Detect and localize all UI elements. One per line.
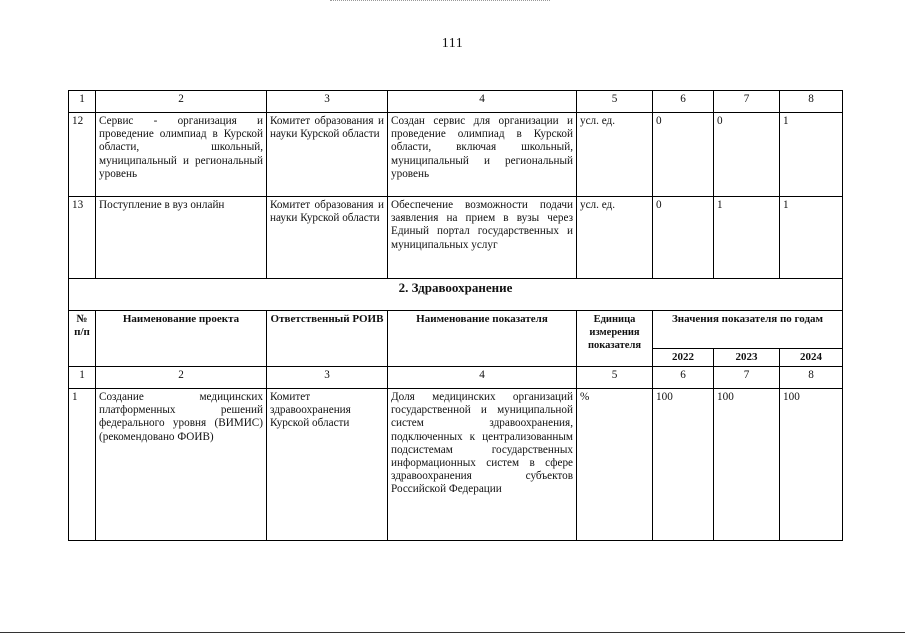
header-unit: Единица измерения показателя — [577, 311, 653, 367]
value-2022: 100 — [653, 389, 714, 541]
indicator-name: Создан сервис для организации и проведение олимпиад в Курской области, включая школьный, муниципальный и региональный уровень — [388, 113, 577, 197]
value-2024: 1 — [780, 197, 843, 279]
page-number: 111 — [441, 36, 464, 51]
col-num: 7 — [714, 91, 780, 113]
row-number: 1 — [69, 389, 96, 541]
col-num: 1 — [69, 91, 96, 113]
header-year-2022: 2022 — [653, 349, 714, 367]
row-number: 13 — [69, 197, 96, 279]
project-name: Создание медицинских платформенных решений федерального уровня (ВИМИС) (рекомендовано ФОИВ) — [96, 389, 267, 541]
value-2023: 100 — [714, 389, 780, 541]
col-num: 1 — [69, 367, 96, 389]
value-2024: 1 — [780, 113, 843, 197]
col-num: 2 — [96, 367, 267, 389]
value-2024: 100 — [780, 389, 843, 541]
project-name: Сервис - организация и проведение олимпиад в Курской области, школьный, муниципальный и региональный уровень — [96, 113, 267, 197]
col-num: 4 — [388, 91, 577, 113]
responsible-roiv: Комитет образования и науки Курской области — [267, 113, 388, 197]
unit: усл. ед. — [577, 197, 653, 279]
header-year-2024: 2024 — [780, 349, 843, 367]
col-num: 6 — [653, 367, 714, 389]
col-num: 5 — [577, 367, 653, 389]
col-num: 8 — [780, 367, 843, 389]
project-name: Поступление в вуз онлайн — [96, 197, 267, 279]
row-number: 12 — [69, 113, 96, 197]
indicator-name: Доля медицинских организаций государственной и муниципальной систем здравоохранения, подключенных к централизованным подсистемам государственных информационных систем в сфере здравоохранения субъектов Российской Федерации — [388, 389, 577, 541]
header-row — [69, 311, 843, 349]
indicator-table — [68, 90, 843, 541]
header-num: № п/п — [69, 311, 96, 367]
table-row — [69, 197, 843, 279]
header-indicator: Наименование показателя — [388, 311, 577, 367]
table-row — [69, 113, 843, 197]
column-number-row — [69, 91, 843, 113]
col-num: 4 — [388, 367, 577, 389]
indicator-name: Обеспечение возможности подачи заявления на прием в вузы через Единый портал государственных и муниципальных услуг — [388, 197, 577, 279]
unit: усл. ед. — [577, 113, 653, 197]
scan-artifact — [330, 0, 550, 3]
column-number-row — [69, 367, 843, 389]
value-2023: 1 — [714, 197, 780, 279]
page-bottom-border — [0, 632, 905, 633]
col-num: 5 — [577, 91, 653, 113]
value-2023: 0 — [714, 113, 780, 197]
col-num: 3 — [267, 91, 388, 113]
col-num: 3 — [267, 367, 388, 389]
header-project: Наименование проекта — [96, 311, 267, 367]
header-values: Значения показателя по годам — [653, 311, 843, 349]
section-title: 2. Здравоохранение — [69, 279, 843, 311]
col-num: 6 — [653, 91, 714, 113]
col-num: 7 — [714, 367, 780, 389]
table-row — [69, 389, 843, 541]
responsible-roiv: Комитет здравоохранения Курской области — [267, 389, 388, 541]
unit: % — [577, 389, 653, 541]
col-num: 2 — [96, 91, 267, 113]
value-2022: 0 — [653, 197, 714, 279]
responsible-roiv: Комитет образования и науки Курской области — [267, 197, 388, 279]
header-year-2023: 2023 — [714, 349, 780, 367]
col-num: 8 — [780, 91, 843, 113]
value-2022: 0 — [653, 113, 714, 197]
header-roiv: Ответственный РОИВ — [267, 311, 388, 367]
section-row — [69, 279, 843, 311]
